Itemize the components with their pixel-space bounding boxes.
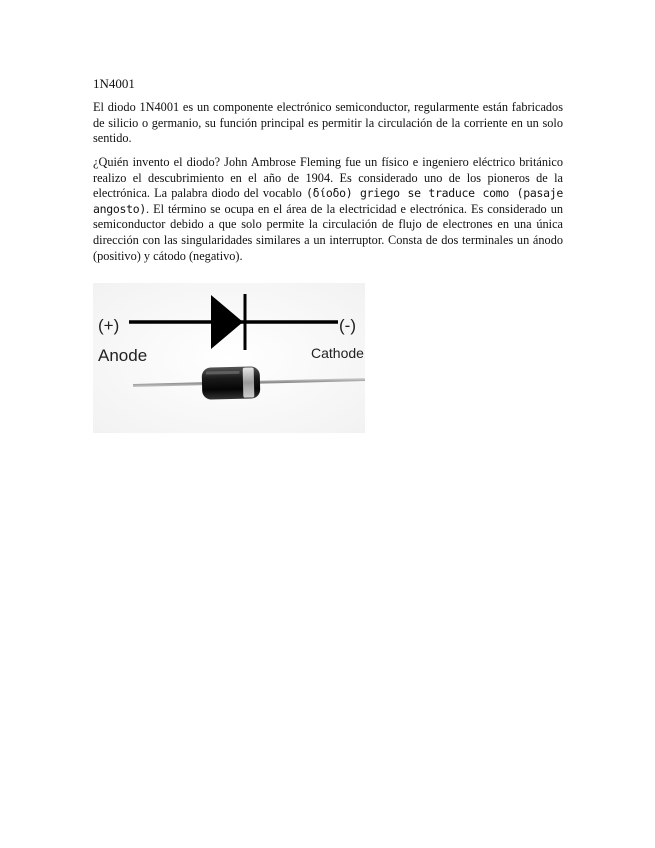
- diode-illustration: [93, 283, 365, 433]
- cathode-sign: (-): [339, 316, 356, 335]
- anode-label: Anode: [98, 346, 148, 365]
- anode-sign: (+): [98, 316, 120, 335]
- paragraph-history-part-1: ¿Quién invento el diodo? John Ambrose Fleming fue un físico e ingeniero eléctrico británico realizo el descubrimiento en el año de 1904. Es considerado uno de los pioneros de la electrónica. La palabra diodo del vocablo: [93, 155, 563, 201]
- paragraph-intro: El diodo 1N4001 es un componente electrónico semiconductor, regularmente están fabricados de silicio o germanio, su función principal es permitir la circulación de la corriente en un solo sentido.: [93, 100, 563, 146]
- document-title: 1N4001: [93, 76, 135, 91]
- paragraph-history: [93, 155, 563, 264]
- diode-figure: [93, 283, 365, 433]
- paragraph-history-greek: (δίοδο) griego se traduce como (pasaje angosto): [93, 186, 563, 216]
- diode-cathode-band: [243, 367, 255, 397]
- paragraph-history-part-2: . El término se ocupa en el área de la electricidad e electrónica. Es considerado un semiconductor debido a que solo permite la circulación de flujo de electrones en una única dirección con las singularidades similares a un interruptor. Consta de dos terminales un ánodo (positivo) y cátodo (negativo).: [93, 201, 563, 263]
- cathode-label: Cathode: [311, 345, 364, 361]
